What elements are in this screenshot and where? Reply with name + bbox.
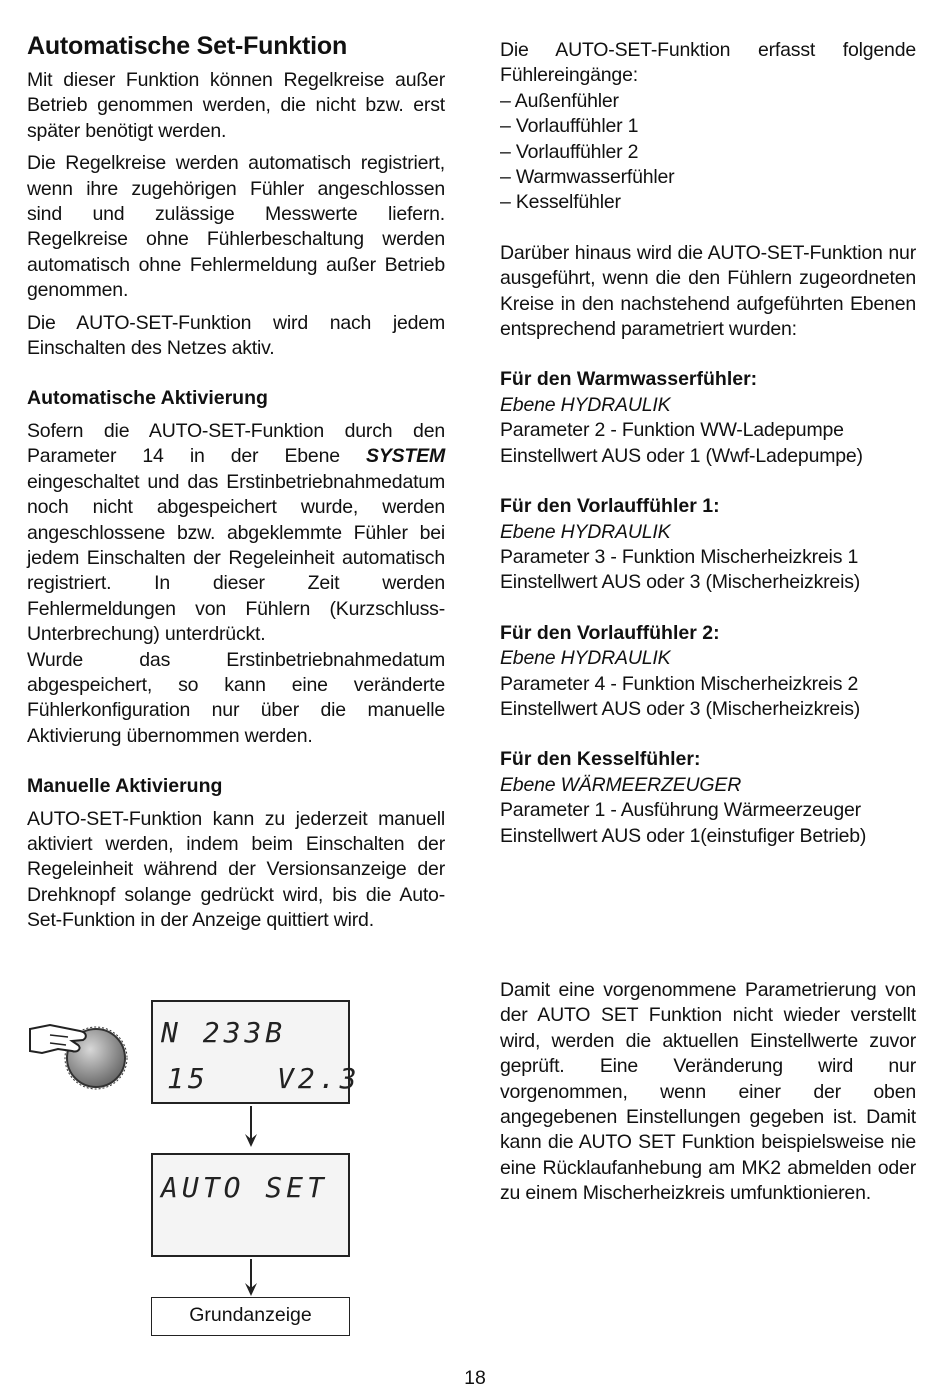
right-column (500, 38, 916, 874)
section-parameter: Parameter 1 - Ausführung Wärmeerzeuger (500, 799, 861, 822)
intro-paragraph-2: Die Regelkreise werden automatisch registriert, wenn ihre zugehörigen Fühler angeschlossen sind und zulässige Messwerte liefern. Regelkreise ohne Fühlerbeschaltung werden automatisch ohne Fehlermeldung außer Betrieb genommen. (27, 152, 445, 302)
lcd-version-top: N 233B (161, 1016, 287, 1049)
auto-activation-heading: Automatische Aktivierung (27, 387, 268, 410)
list-item: – Außenfühler (500, 89, 619, 112)
list-item: – Kesselfühler (500, 191, 621, 214)
hand-pressing-knob-icon (28, 1015, 130, 1090)
section-heading: Für den Vorlauffühler 1: (500, 495, 720, 518)
auto-activation-paragraph: Sofern die AUTO-SET-Funktion durch den Parameter 14 in der Ebene SYSTEM eingeschaltet und das Erstinbetriebnahmedatum noch nicht abgespeichert wurde, werden angeschlossene bzw. abgeklemmte Fühler bei jedem Einschalten der Regeleinheit automatisch registriert. In dieser Zeit werden Fehlermeldungen von Fühlern (Kurzschluss-Unterbrechung) unterdrückt. (27, 419, 445, 646)
left-column (27, 30, 445, 934)
section-value: Einstellwert AUS oder 3 (Mischerheizkreis) (500, 697, 861, 720)
lcd-version-display (151, 1000, 361, 1104)
list-item: – Vorlauffühler 2 (500, 140, 639, 163)
section-heading: Für den Kesselfühler: (500, 748, 701, 771)
lcd-autoset-display (151, 1153, 350, 1257)
section-level: Ebene HYDRAULIK (500, 520, 671, 543)
section-level: Ebene HYDRAULIK (500, 393, 671, 416)
standard-display-box: Grundanzeige (151, 1297, 350, 1336)
section-parameter: Parameter 2 - Funktion WW-Ladepumpe (500, 419, 844, 442)
closing-block (500, 978, 916, 1207)
list-item: – Warmwasserfühler (500, 166, 675, 189)
down-arrow-icon (243, 1259, 259, 1297)
page-title: Automatische Set-Funktion (27, 32, 348, 60)
lcd-version-right: V2.3 (277, 1062, 361, 1095)
sensor-list (500, 89, 916, 216)
section-boiler (500, 747, 916, 849)
section-flow-2 (500, 621, 916, 723)
closing-paragraph: Damit eine vorgenommene Parametrierung von der AUTO SET Funktion nicht wieder verstellt wird, werden die aktuellen Einstellwerte zuvor geprüft. Eine Veränderung wird nur vorgenommen, wenn einer der oben angegebenen Einstellungen gegeben ist. Damit kann die AUTO SET Funktion beispielsweise nie eine Rücklaufanhebung am MK2 abmelden oder zu einem Mischerheizkreis umfunktionieren. (500, 979, 916, 1205)
manual-activation-heading: Manuelle Aktivierung (27, 775, 223, 798)
intro-paragraph-1: Mit dieser Funktion können Regelkreise außer Betrieb genommen werden, die nicht bzw. erst später benötigt werden. (27, 69, 445, 142)
lcd-version-left: 15 (167, 1062, 209, 1095)
section-heading: Für den Warmwasserfühler: (500, 368, 758, 391)
list-item: – Vorlauffühler 1 (500, 115, 639, 138)
manual-activation-paragraph: AUTO-SET-Funktion kann zu jederzeit manuell aktiviert werden, indem beim Einschalten der Regeleinheit während der Versionsanzeige der Drehknopf solange gedrückt wird, bis die Auto-Set-Funktion in der Anzeige quittiert wird. (27, 807, 445, 932)
auto-activation-paragraph-2: Wurde das Erstinbetriebnahmedatum abgespeichert, so kann eine veränderte Fühlerkonfiguration nur über die manuelle Aktivierung übernommen werden. (27, 648, 445, 747)
lcd-autoset-text: AUTO SET (161, 1171, 328, 1204)
sensor-intro: Die AUTO-SET-Funktion erfasst folgende Fühlereingänge: (500, 39, 916, 87)
section-parameter: Parameter 4 - Funktion Mischerheizkreis 2 (500, 672, 859, 695)
page-number: 18 (464, 1367, 486, 1389)
section-parameter: Parameter 3 - Funktion Mischerheizkreis 1 (500, 545, 859, 568)
down-arrow-icon (243, 1106, 259, 1148)
section-warmwater (500, 367, 916, 469)
section-value: Einstellwert AUS oder 3 (Mischerheizkreis) (500, 571, 861, 594)
section-value: Einstellwert AUS oder 1 (Wwf-Ladepumpe) (500, 444, 863, 467)
section-heading: Für den Vorlauffühler 2: (500, 621, 720, 644)
intro-paragraph-3: Die AUTO-SET-Funktion wird nach jedem Einschalten des Netzes aktiv. (27, 311, 445, 360)
section-level: Ebene HYDRAULIK (500, 647, 671, 670)
condition-paragraph: Darüber hinaus wird die AUTO-SET-Funktion nur ausgeführt, wenn die den Fühlern zugeordneten Kreise in den nachstehend aufgeführten Ebenen entsprechend parametriert wurden: (500, 241, 916, 341)
system-level-name: SYSTEM (366, 445, 445, 468)
section-value: Einstellwert AUS oder 1(einstufiger Betrieb) (500, 824, 867, 847)
section-level: Ebene WÄRMEERZEUGER (500, 773, 742, 796)
section-flow-1 (500, 494, 916, 596)
